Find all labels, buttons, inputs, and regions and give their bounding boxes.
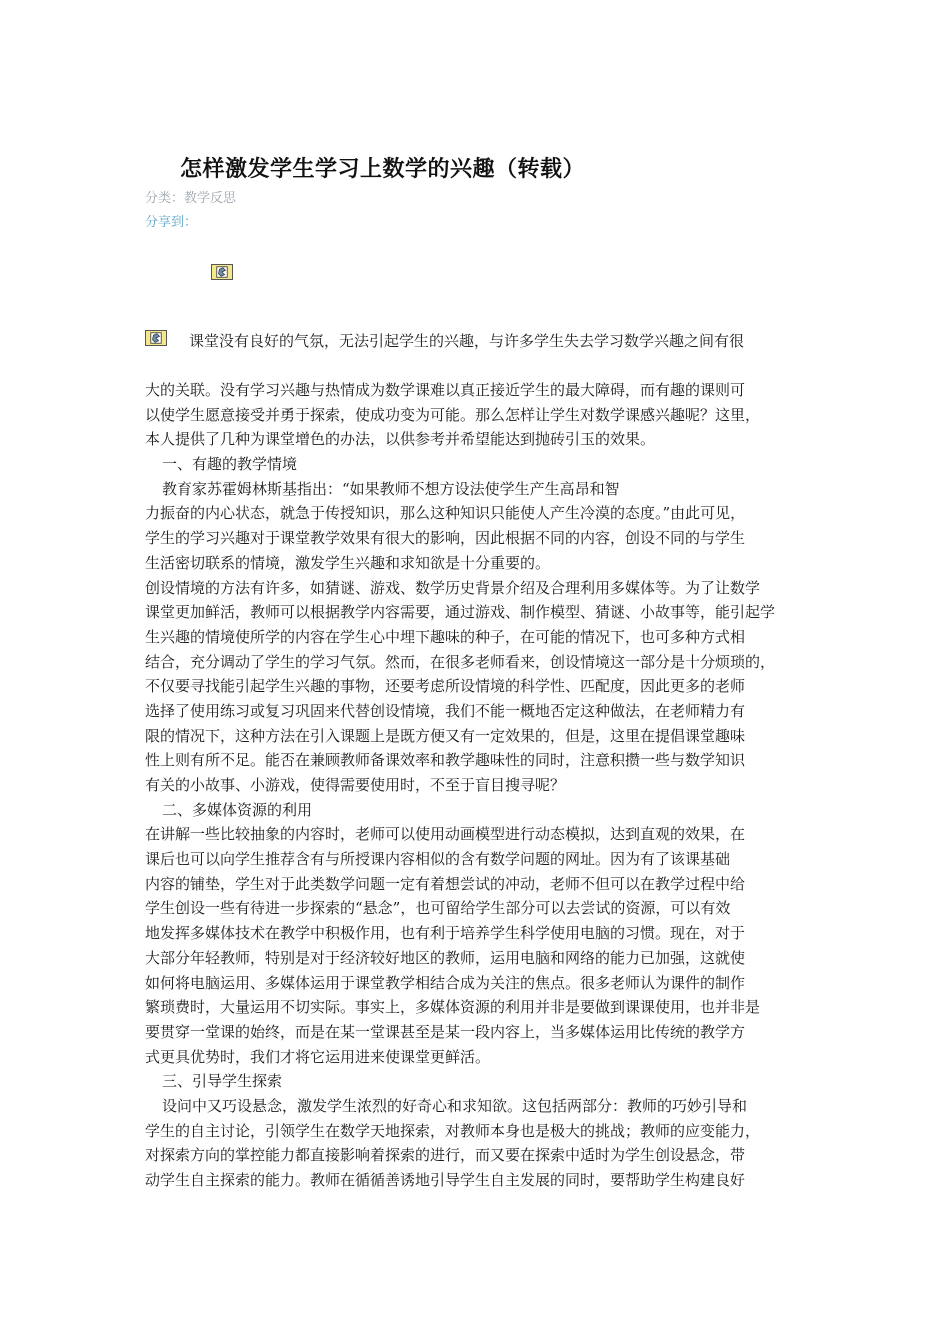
body-line: 以使学生愿意接受并勇于探索，使成功变为可能。那么怎样让学生对数学课感兴趣呢？这里， — [145, 405, 761, 424]
body-line: 地发挥多媒体技术在教学中积极作用，也有利于培养学生科学使用电脑的习惯。现在，对于 — [145, 924, 746, 943]
body-line: 生兴趣的情境使所学的内容在学生心中埋下趣味的种子，在可能的情况下，也可多种方式相 — [145, 627, 746, 646]
body-line: 式更具优势时，我们才将它运用进来使课堂更鲜活。 — [145, 1047, 491, 1066]
paragraph-first-line: 课堂没有良好的气氛，无法引起学生的兴趣，与许多学生失去学习数学兴趣之间有很 — [189, 332, 745, 350]
body-line: 如何将电脑运用、多媒体运用于课堂教学相结合成为关注的焦点。很多老师认为课件的制作 — [145, 973, 746, 992]
share-link[interactable]: 分享到： — [145, 215, 198, 230]
body-line: 限的情况下，这种方法在引入课题上是既方便又有一定效果的，但是，这里在提倡课堂趣味 — [145, 726, 746, 745]
body-line: 繁琐费时，大量运用不切实际。事实上，多媒体资源的利用并非是要做到课课使用，也并非是 — [145, 998, 761, 1017]
body-line: 内容的铺垫，学生对于此类数学问题一定有着想尝试的冲动，老师不但可以在教学过程中给 — [145, 874, 746, 893]
body-line: 大的关联。没有学习兴趣与热情成为数学课难以真正接近学生的最大障碍，而有趣的课则可 — [145, 381, 746, 399]
body-line: 生活密切联系的情境，激发学生兴趣和求知欲是十分重要的。 — [145, 553, 551, 572]
body-line: 在讲解一些比较抽象的内容时，老师可以使用动画模型进行动态模拟，达到直观的效果，在 — [145, 825, 746, 844]
body-line: 结合，充分调动了学生的学习气氛。然而，在很多老师看来，创设情境这一部分是十分烦琐的， — [145, 652, 776, 671]
body-line: 大部分年轻教师，特别是对于经济较好地区的教师，运用电脑和网络的能力已加强，这就使 — [145, 948, 746, 967]
body-line: 动学生自主探索的能力。教师在循循善诱地引导学生自主发展的同时，要帮助学生构建良好 — [145, 1171, 746, 1189]
article-category: 分类：教学反思 — [145, 191, 237, 206]
body-line: 性上则有所不足。能否在兼顾教师备课效率和教学趣味性的同时，注意积攒一些与数学知识 — [145, 751, 746, 770]
body-line: 学生的自主讨论，引领学生在数学天地探索，对教师本身也是极大的挑战；教师的应变能力， — [145, 1121, 761, 1140]
broken-image-icon — [211, 264, 233, 280]
body-line: 二、多媒体资源的利用 — [162, 800, 313, 819]
body-line: 不仅要寻找能引起学生兴趣的事物，还要考虑所设情境的科学性、匹配度，因此更多的老师 — [145, 677, 746, 696]
body-line: 有关的小故事、小游戏，使得需要使用时，不至于盲目搜寻呢？ — [145, 776, 566, 794]
article-title: 怎样激发学生学习上数学的兴趣（转载） — [180, 156, 586, 182]
body-line: 学生的学习兴趣对于课堂教学效果有很大的影响，因此根据不同的内容，创设不同的与学生 — [145, 529, 746, 548]
broken-image-icon — [145, 330, 167, 346]
body-line: 课堂更加鲜活，教师可以根据教学内容需要，通过游戏、制作模型、猜谜、小故事等，能引起学 — [145, 603, 776, 622]
body-line: 本人提供了几种为课堂增色的办法，以供参考并希望能达到抛砖引玉的效果。 — [145, 430, 656, 449]
body-line: 教育家苏霍姆林斯基指出：“如果教师不想方设法使学生产生高昂和智 — [162, 479, 620, 498]
article-body — [145, 378, 815, 1193]
body-line: 三、引导学生探索 — [162, 1072, 283, 1091]
body-line: 学生创设一些有待进一步探索的“悬念”，也可留给学生部分可以去尝试的资源，可以有效 — [145, 899, 731, 918]
body-line: 要贯穿一堂课的始终，而是在某一堂课甚至是某一段内容上，当多媒体运用比传统的教学方 — [145, 1022, 746, 1041]
body-line: 创设情境的方法有许多，如猜谜、游戏、数学历史背景介绍及合理利用多媒体等。为了让数学 — [145, 578, 761, 597]
body-line: 选择了使用练习或复习巩固来代替创设情境，我们不能一概地否定这种做法，在老师精力有 — [145, 701, 746, 720]
body-line: 力振奋的内心状态，就急于传授知识，那么这种知识只能使人产生冷漠的态度。”由此可见， — [145, 504, 746, 523]
body-line: 对探索方向的掌控能力都直接影响着探索的进行，而又要在探索中适时为学生创设悬念，带 — [145, 1146, 746, 1165]
body-line: 课后也可以向学生推荐含有与所授课内容相似的含有数学问题的网址。因为有了该课基础 — [145, 850, 731, 869]
body-line: 设问中又巧设悬念，激发学生浓烈的好奇心和求知欲。这包括两部分：教师的巧妙引导和 — [162, 1096, 748, 1115]
body-line: 一、有趣的教学情境 — [162, 455, 298, 474]
